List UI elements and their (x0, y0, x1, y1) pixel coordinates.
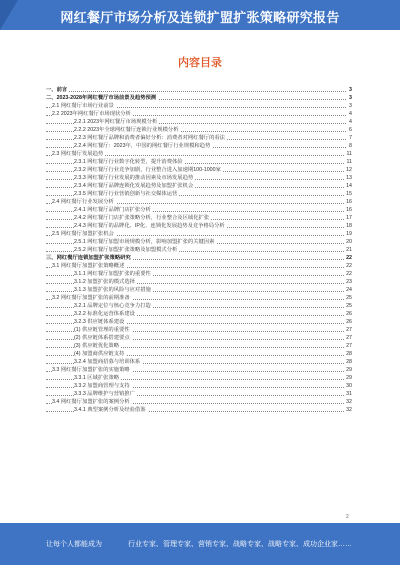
footer-bar (0, 523, 400, 565)
toc-entry-page: 28 (346, 351, 352, 357)
toc-entry-text: 3.1 网红餐厅加盟扩张策略概述 (52, 263, 125, 269)
toc-entry-page: 16 (346, 207, 352, 213)
toc-entry[interactable] (46, 134, 352, 142)
toc-entry-text: 3.2.4 加盟商招募与培训体系 (74, 359, 141, 365)
toc-entry-text: 2.1 网红餐厅市场行业前景 (52, 103, 114, 109)
toc-entry-text: 2.5 网红餐厅加盟扩张机会 (52, 231, 114, 237)
toc-entry-text: 2.3.1 网红餐厅行业数字化转型，提升消费体验 (74, 159, 183, 165)
toc-entry-text: 3.4.1 典型案例分析及经验借鉴 (74, 407, 146, 413)
report-title: 网红餐厅市场分析及连锁扩盟扩张策略研究报告 (60, 10, 340, 25)
toc-entry[interactable] (46, 310, 352, 318)
toc-entry-page: 29 (346, 375, 352, 381)
toc-entry[interactable] (46, 150, 352, 158)
toc-entry[interactable] (46, 262, 352, 270)
toc-entry[interactable] (46, 334, 352, 342)
toc-entry-page: 13 (346, 175, 352, 181)
toc-heading: 内容目录 (178, 57, 222, 69)
toc-entry-page: 12 (346, 167, 352, 173)
toc-entry[interactable] (46, 230, 352, 238)
table-of-contents (46, 86, 352, 414)
toc-entry-page: 22 (346, 271, 352, 277)
toc-entry-page: 8 (349, 143, 352, 149)
toc-entry-text: 2.3.5 网红餐厅行业营销创新与社交媒体运营 (74, 191, 178, 197)
toc-entry[interactable] (46, 286, 352, 294)
toc-entry-text: 2.4 网红餐厅行业发展分析 (52, 199, 114, 205)
toc-entry-text: 3.3 网红餐厅加盟扩张的实施策略 (52, 367, 130, 373)
toc-entry-text: 三、网红餐厅连锁加盟扩张策略研究 (46, 255, 131, 261)
toc-entry-text: 3.2.3 供应链体系建设 (74, 319, 125, 325)
toc-entry-page: 17 (346, 215, 352, 221)
toc-leader-dots (46, 91, 352, 92)
toc-entry-text: 2.2.3 网红餐厅品牌和消费者偏好分析：消费者对网红餐厅的看法 (74, 135, 225, 141)
toc-entry-text: 2.2.4 网红餐厅：2023年，中国的网红餐厅行业规模和趋势 (74, 143, 211, 149)
toc-entry-page: 32 (346, 399, 352, 405)
toc-entry[interactable] (46, 254, 352, 262)
toc-entry[interactable] (46, 166, 352, 174)
footer-roles: 行业专家、管理专家、营销专家、战略专家、战略专家、成功企业家…… (128, 541, 352, 548)
toc-entry-text: 二、2023-2028年网红餐厅市场前景及趋势预测 (46, 95, 157, 101)
toc-entry[interactable] (46, 118, 352, 126)
toc-entry-page: 27 (346, 343, 352, 349)
toc-entry[interactable] (46, 126, 352, 134)
toc-entry[interactable] (46, 182, 352, 190)
toc-entry[interactable] (46, 342, 352, 350)
toc-entry[interactable] (46, 94, 352, 102)
toc-entry-page: 27 (346, 335, 352, 341)
toc-entry[interactable] (46, 390, 352, 398)
toc-entry-text: (3) 供应链优化策略 (74, 343, 120, 349)
toc-entry-text: 2.4.2 网红餐厅门店扩张策略分析，行业整合及区域化扩张 (74, 215, 210, 221)
toc-entry[interactable] (46, 222, 352, 230)
toc-entry-text: 一、前言 (46, 87, 68, 93)
toc-entry-text: 2.5.2 网红餐厅加盟扩张策略及加盟模式分析 (74, 247, 178, 253)
toc-entry-page: 26 (346, 319, 352, 325)
toc-entry-text: 3.4 网红餐厅加盟扩张的案例分析 (52, 399, 130, 405)
toc-entry-page: 6 (349, 127, 352, 133)
toc-entry-text: 2.4.3 网红餐厅的品牌化、IP化、连锁化发展趋势及竞争格局分析 (74, 223, 225, 229)
toc-entry[interactable] (46, 382, 352, 390)
toc-entry[interactable] (46, 318, 352, 326)
toc-entry-text: 3.1.3 加盟扩张的风险与应对措施 (74, 287, 151, 293)
toc-entry-page: 27 (346, 327, 352, 333)
toc-entry-page: 3 (349, 87, 352, 93)
toc-entry[interactable] (46, 190, 352, 198)
toc-entry-text: 2.3.3 网红餐厅行业发展的推动因素及市场发展趋势 (74, 175, 194, 181)
toc-entry-page: 32 (346, 407, 352, 413)
toc-entry-text: 2.4.1 网红餐厅品牌门店扩张分析 (74, 207, 151, 213)
toc-entry-page: 3 (349, 103, 352, 109)
toc-entry-text: 3.2 网红餐厅加盟扩张的前期准备 (52, 295, 130, 301)
page-number: 2 (346, 514, 349, 520)
toc-entry[interactable] (46, 102, 352, 110)
toc-entry[interactable] (46, 270, 352, 278)
toc-entry-page: 20 (346, 239, 352, 245)
toc-entry-page: 4 (349, 111, 352, 117)
toc-entry-page: 23 (346, 279, 352, 285)
toc-entry-text: 2.5.1 网红餐厅加盟市场规模分析，影响加盟扩张的关键因素 (74, 239, 215, 245)
toc-entry-text: 3.3.2 加盟商管理与支持 (74, 383, 130, 389)
toc-entry-text: 2.3.4 网红餐厅品牌连锁化发展趋势及加盟扩张机会 (74, 183, 194, 189)
toc-entry-page: 22 (346, 263, 352, 269)
toc-entry-text: 2.2.1 2023年网红餐厅市场规模分析 (74, 119, 158, 125)
toc-entry-page: 19 (346, 231, 352, 237)
toc-entry[interactable] (46, 142, 352, 150)
toc-entry-page: 31 (346, 391, 352, 397)
toc-entry-page: 14 (346, 183, 352, 189)
toc-entry-text: 2.2 2023年网红餐厅市场现状分析 (52, 111, 131, 117)
toc-entry[interactable] (46, 214, 352, 222)
toc-entry[interactable] (46, 278, 352, 286)
toc-entry[interactable] (46, 406, 352, 414)
toc-entry-page: 15 (346, 191, 352, 197)
toc-entry-page: 4 (349, 119, 352, 125)
toc-entry-text: 3.1.2 加盟扩张的模式选择 (74, 279, 135, 285)
toc-entry[interactable] (46, 110, 352, 118)
toc-entry[interactable] (46, 294, 352, 302)
toc-entry-page: 30 (346, 383, 352, 389)
toc-entry-page: 7 (349, 135, 352, 141)
toc-entry-page: 22 (346, 255, 352, 261)
toc-entry-text: (4) 加盟商供应链支持 (74, 351, 125, 357)
toc-entry-text: 3.3.3 品牌维护与营销推广 (74, 391, 135, 397)
toc-entry-text: 3.3.1 区域扩张策略 (74, 375, 120, 381)
toc-entry-text: 3.2.2 标准化运营体系建设 (74, 311, 135, 317)
report-header-bar (0, 0, 400, 30)
toc-entry[interactable] (46, 158, 352, 166)
toc-entry[interactable] (46, 198, 352, 206)
toc-entry-page: 11 (346, 151, 352, 157)
toc-entry-page: 26 (346, 311, 352, 317)
toc-entry-text: 2.2.2 2023年全球网红餐厅连锁行业规模分析 (74, 127, 179, 133)
toc-entry[interactable] (46, 86, 352, 94)
toc-entry-page: 28 (346, 359, 352, 365)
toc-entry[interactable] (46, 358, 352, 366)
toc-entry[interactable] (46, 302, 352, 310)
toc-entry-text: 2.3 网红餐厅发展趋势 (52, 151, 104, 157)
toc-entry-text: 3.2.1 品牌定位与核心竞争力打造 (74, 303, 151, 309)
toc-entry-page: 21 (346, 247, 352, 253)
toc-entry[interactable] (46, 366, 352, 374)
toc-entry-text: 2.3.2 网红餐厅行业竞争加剧，行业整合进入加速期100-1000家 (74, 167, 221, 173)
toc-entry-page: 25 (346, 295, 352, 301)
toc-entry[interactable] (46, 238, 352, 246)
toc-entry[interactable] (46, 206, 352, 214)
toc-entry[interactable] (46, 374, 352, 382)
toc-entry-page: 11 (346, 159, 352, 165)
toc-entry-text: 3.1.1 网红餐厅加盟扩张的重要性 (74, 271, 151, 277)
toc-entry-text: (1) 供应链管理的重要性 (74, 327, 130, 333)
toc-entry-page: 18 (346, 223, 352, 229)
toc-entry[interactable] (46, 350, 352, 358)
toc-entry-page: 16 (346, 199, 352, 205)
toc-entry[interactable] (46, 246, 352, 254)
toc-entry-page: 29 (346, 367, 352, 373)
toc-entry[interactable] (46, 398, 352, 406)
footer-slogan: 让每个人都能成为 (46, 541, 102, 548)
toc-entry[interactable] (46, 326, 352, 334)
toc-entry-text: (2) 供应链体系搭建要点 (74, 335, 130, 341)
toc-entry-page: 3 (349, 95, 352, 101)
toc-entry[interactable] (46, 174, 352, 182)
toc-entry-page: 25 (346, 303, 352, 309)
toc-entry-page: 24 (346, 287, 352, 293)
